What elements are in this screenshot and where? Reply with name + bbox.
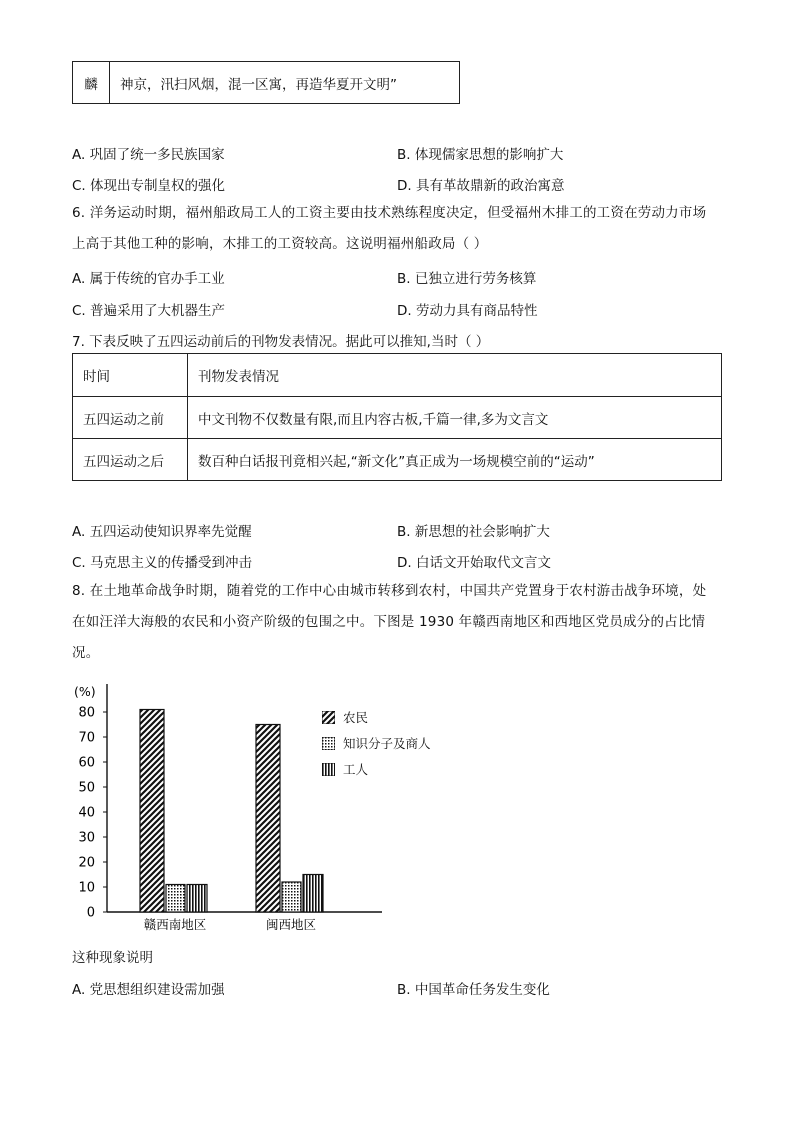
q5-option-a[interactable]: A. 巩固了统一多民族国家 <box>72 147 225 163</box>
y-tick-label: 10 <box>78 880 95 896</box>
q8-stem-line-1: 8. 在土地革命战争时期，随着党的工作中心由城市转移到农村，中国共产党置身于农村游击战争环境，处 <box>72 583 707 599</box>
q8-option-a[interactable]: A. 党思想组织建设需加强 <box>72 982 225 998</box>
bar-vertical-0 <box>187 885 207 913</box>
q8-stem <box>72 576 724 669</box>
legend-label: 工人 <box>343 762 369 777</box>
bar-vertical-1 <box>303 875 323 913</box>
legend-item-intellectual <box>322 734 431 752</box>
bar-dots-0 <box>166 885 185 913</box>
q6-option-d[interactable]: D. 劳动力具有商品特性 <box>397 303 538 319</box>
x-category-label: 闽西地区 <box>265 917 317 932</box>
y-tick-label: 0 <box>86 905 95 921</box>
y-tick-label: 70 <box>78 730 95 746</box>
q7-table-cell: 五四运动之后 <box>73 439 188 481</box>
legend-swatch-diagonal <box>322 711 335 724</box>
legend-label: 农民 <box>343 710 369 725</box>
y-tick-label: 50 <box>78 780 95 796</box>
chart-legend <box>322 708 452 788</box>
q8-after-chart: 这种现象说明 <box>72 950 153 966</box>
q7-table-header-row <box>73 354 722 397</box>
bar-diagonal-0 <box>140 710 164 913</box>
q7-table-header-content: 刊物发表情况 <box>188 354 722 397</box>
legend-item-worker <box>322 760 368 778</box>
q6-option-a[interactable]: A. 属于传统的官办手工业 <box>72 271 225 287</box>
q7-option-b[interactable]: B. 新思想的社会影响扩大 <box>397 524 550 540</box>
q6-option-c[interactable]: C. 普遍采用了大机器生产 <box>72 303 226 319</box>
q5-option-c[interactable]: C. 体现出专制皇权的强化 <box>72 178 226 194</box>
q7-table-cell: 五四运动之前 <box>73 397 188 439</box>
q7-option-a[interactable]: A. 五四运动使知识界率先觉醒 <box>72 524 252 540</box>
q6-stem-line-1: 6. 洋务运动时期，福州船政局工人的工资主要由技术熟练程度决定，但受福州木排工的工资在劳动力市场 <box>72 205 707 221</box>
q6-option-b[interactable]: B. 已独立进行劳务核算 <box>397 271 537 287</box>
table-row <box>73 397 722 439</box>
top-table-cell-1: 麟 <box>73 62 110 104</box>
q7-table-header-time: 时间 <box>73 354 188 397</box>
y-tick-label: 20 <box>78 855 95 871</box>
y-tick-label: 30 <box>78 830 95 846</box>
table-row <box>73 439 722 481</box>
y-axis-label: (%) <box>74 684 96 699</box>
y-tick-label: 40 <box>78 805 95 821</box>
bars <box>140 710 323 913</box>
legend-swatch-dots <box>322 737 335 750</box>
q8-option-b[interactable]: B. 中国革命任务发生变化 <box>397 982 550 998</box>
x-axis-categories <box>144 917 316 932</box>
q6-stem-line-2: 上高于其他工种的影响，木排工的工资较高。这说明福州船政局（ ） <box>72 236 488 252</box>
legend-swatch-vertical <box>322 763 335 776</box>
q7-table-cell: 数百种白话报刊竟相兴起,“新文化”真正成为一场规模空前的“运动” <box>188 439 722 481</box>
q5-option-d[interactable]: D. 具有革故鼎新的政治寓意 <box>397 178 565 194</box>
q8-stem-line-2: 在如汪洋大海般的农民和小资产阶级的包围之中。下图是 1930 年赣西南地区和西地区党员成分的占比情 <box>72 614 706 630</box>
q6-stem <box>72 198 724 260</box>
legend-label: 知识分子及商人 <box>343 736 431 751</box>
bar-dots-1 <box>282 882 301 912</box>
legend-item-peasant <box>322 708 368 726</box>
y-tick-label: 80 <box>78 705 95 721</box>
top-table <box>72 61 460 104</box>
q5-option-b[interactable]: B. 体现儒家思想的影响扩大 <box>397 147 564 163</box>
y-tick-label: 60 <box>78 755 95 771</box>
q8-stem-line-3: 况。 <box>72 645 100 661</box>
top-table-cell-2: 神京，汛扫风烟，混一区寓，再造华夏开文明” <box>110 62 460 104</box>
q7-option-d[interactable]: D. 白话文开始取代文言文 <box>397 555 551 571</box>
q7-stem: 7. 下表反映了五四运动前后的刊物发表情况。据此可以推知,当时（ ） <box>72 334 490 350</box>
x-category-label: 赣西南地区 <box>143 917 207 932</box>
y-axis-ticks <box>78 706 107 921</box>
bar-diagonal-1 <box>256 725 280 913</box>
q7-option-c[interactable]: C. 马克思主义的传播受到冲击 <box>72 555 253 571</box>
q7-table <box>72 353 722 481</box>
q7-table-cell: 中文刊物不仅数量有限,而且内容古板,千篇一律,多为文言文 <box>188 397 722 439</box>
